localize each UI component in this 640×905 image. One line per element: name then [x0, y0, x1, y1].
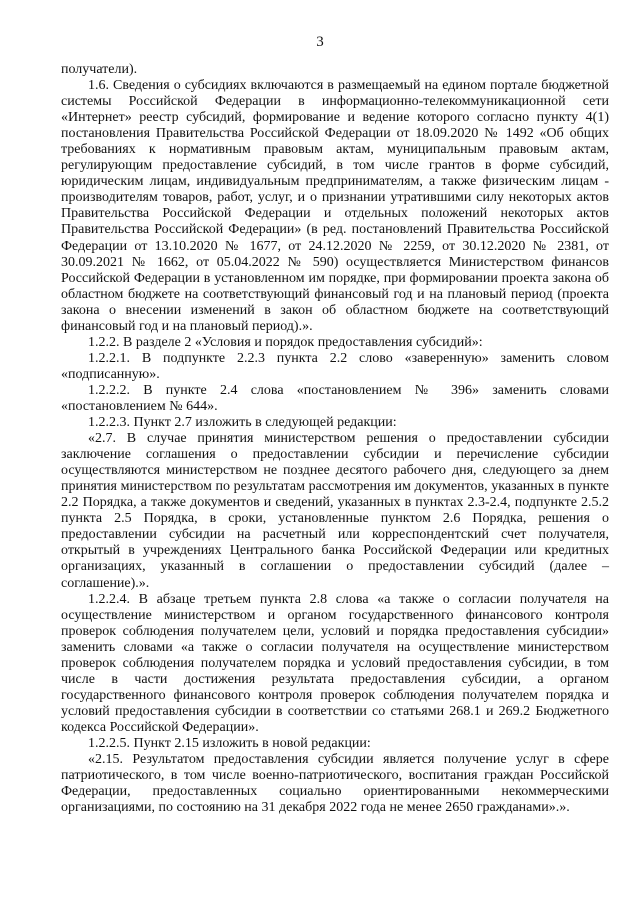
paragraph-1-6-subsidy-registry: 1.6. Сведения о субсидиях включаются в размещаемый на едином портале бюджетной системы Российской Федерации в информационно-телекоммуникационной сети «Интернет» реестр субсидий, формирование и ведение которого согласно пункту 4(1) постановления Правительства Российской Федерации от 18.09.2020 № 1492 «Об общих требованиях к нормативным правовым актам, муниципальным правовым актам, регулирующим предоставление субсидий, в том числе грантов в форме субсидий, юридическим лицам, индивидуальным предпринимателям, а также физическим лицам - производителям товаров, работ, услуг, и о признании утратившими силу некоторых актов Правительства Российской Федерации и отдельных положений некоторых актов Правительства Российской Федерации» (в ред. постановлений Правительства Российской Федерации от 13.10.2020 № 1677, от 24.12.2020 № 2259, от 30.12.2020 № 2381, от 30.09.2021 № 1662, от 05.04.2022 № 590) осуществляется Министерством финансов Российской Федерации в установленном им порядке, при формировании проекта закона об областном бюджете на соответствующий финансовый год и на плановый период (проекта закона о внесении изменений в закон об областном бюджете на соответствующий финансовый год и на плановый период).». — [61, 78, 609, 334]
paragraph-1-2-2-4: 1.2.2.4. В абзаце третьем пункта 2.8 слова «а также о согласии получателя на осуществление министерством и органом государственного финансового контроля проверок соблюдения получателем цели, условий и порядка предоставления субсидии» заменить словами «а также о согласии получателя на осуществление министерством проверок соблюдения получателем порядка и условий предоставления субсидии, в том числе в части достижения результата предоставления субсидии, а органом государственного финансового контроля проверок соблюдения получателем порядка и условий предоставления субсидии в соответствии со статьями 268.1 и 269.2 Бюджетного кодекса Российской Федерации». — [61, 591, 609, 735]
paragraph-2-15-text: «2.15. Результатом предоставления субсидии является получение услуг в сфере патриотического, в том числе военно-патриотического, воспитания граждан Российской Федерации, предоставленных социально ориентированными некоммерческими организациями, по состоянию на 31 декабря 2022 года не менее 2650 гражданами».». — [61, 752, 609, 816]
paragraph-1-2-2-5: 1.2.2.5. Пункт 2.15 изложить в новой редакции: — [88, 735, 371, 751]
paragraph-1-2-2-3: 1.2.2.3. Пункт 2.7 изложить в следующей редакции: — [88, 415, 397, 431]
document-body — [61, 62, 609, 816]
page-number: 3 — [316, 34, 324, 50]
paragraph-1-2-2-1: 1.2.2.1. В подпункте 2.2.3 пункта 2.2 слово «заверенную» заменить словом «подписанную». — [61, 350, 609, 382]
paragraph-continuation: получатели). — [61, 62, 138, 77]
paragraph-2-7-text: «2.7. В случае принятия министерством решения о предоставлении субсидии заключение соглашения о предоставлении субсидии и перечисление субсидии осуществляются министерством не позднее десятого рабочего дня, следующего за днем принятия министерством по результатам рассмотрения им документов, указанных в пункте 2.2 Порядка, а также документов и сведений, указанных в пунктах 2.3-2.4, подпункте 2.5.2 пункта 2.5 Порядка, в сроки, установленные пунктом 2.6 Порядка, решения о предоставлении субсидии на расчетный или корреспондентский счет получателя, открытый в учреждениях Центрального банка Российской Федерации или кредитных организациях, указанный в соглашении о предоставлении субсидий (далее – соглашение).». — [61, 431, 609, 591]
paragraph-1-2-2-2: 1.2.2.2. В пункте 2.4 слова «постановлением № 396» заменить словами «постановлением № 644». — [61, 382, 609, 414]
paragraph-1-2-2-section-2: 1.2.2. В разделе 2 «Условия и порядок предоставления субсидий»: — [88, 334, 483, 350]
